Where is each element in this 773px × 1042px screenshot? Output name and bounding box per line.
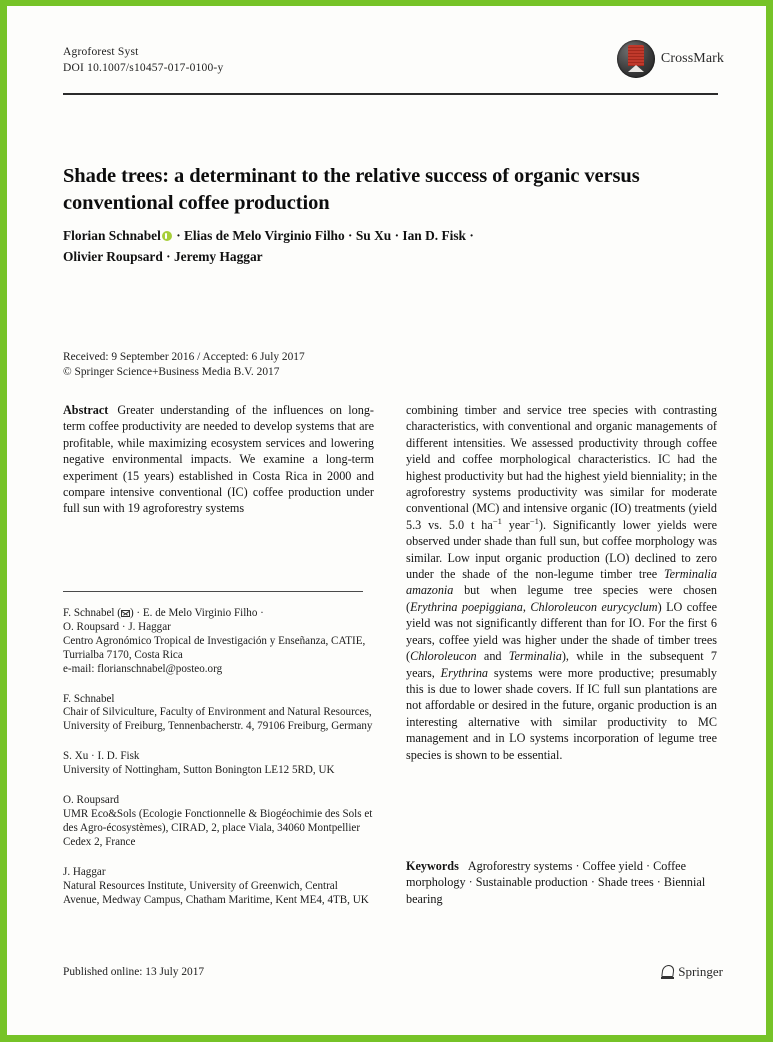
crossmark-badge[interactable]	[617, 40, 724, 78]
copyright-line: © Springer Science+Business Media B.V. 2017	[63, 365, 280, 378]
article-dates	[63, 350, 463, 379]
affil-email[interactable]: e-mail: florianschnabel@posteo.org	[63, 662, 223, 675]
abstract-right: combining timber and service tree species with contrasting characteristics, with conventional and organic managements of different intensities. We assessed productivity through coffee yield and coffee morphological characteristics. IC had the highest productivity but had the highest yield bienniality; in the agroforestry systems productivity was similar for moderate conventional (MC) and intensive organic (IO) treatments (yield 5.3 vs. 5.0 t $ha^{-1}$ year$^{-1}$). Significantly lower yields were observed under shade than full sun, but coffee morphology was similar. Low input organic production (LO) declined to zero under the shade of the non-legume timber tree Terminalia amazonia but when legume tree species were chosen (Erythrina poepiggiana, Chloroleucon eurycyclum) LO coffee yield was not significantly different than for IO. For the first 6 years, coffee yield was higher under the shade of timber trees (Chloroleucon and Terminalia), while in the subsequent 7 years, Erythrina systems were more productive; presumably this is due to lower shade covers. If IC full sun plantations are not affordable or desired in the future, organic production is an interesting alternative with similar productivity to MC management and in LO systems incorporation of legume tree species is shown to be essential.	[406, 403, 717, 762]
keywords-label: Keywords	[406, 859, 459, 873]
abstract-label: Abstract	[63, 403, 109, 417]
affil-authors: J. Haggar	[63, 865, 106, 878]
received-accepted: Received: 9 September 2016 / Accepted: 6 July 2017	[63, 351, 305, 363]
affil-address: University of Nottingham, Sutton Bonington LE12 5RD, UK	[63, 764, 335, 777]
crossmark-label: CrossMark	[660, 51, 724, 66]
orcid-id-icon[interactable]	[162, 231, 172, 241]
affil-authors: S. Xu · I. D. Fisk	[63, 750, 140, 763]
affil-authors-suffix: ) · E. de Melo Virginio Filho ·	[129, 607, 264, 619]
page-sheet	[7, 6, 766, 1035]
affiliation-divider	[63, 591, 363, 592]
envelope-icon	[121, 610, 130, 617]
abstract-left-text: Greater understanding of the influences on long-term coffee productivity are needed to develop systems that are profitable, while maximizing ecosystem services and lowering negative environmental impacts. We examine a long-term experiment (15 years) established in Costa Rica in 2000 and compare intensive conventional (IC) coffee production under full sun with 19 agroforestry systems	[63, 403, 374, 516]
published-online: Published online: 13 July 2017	[63, 966, 205, 978]
page-title: Shade trees: a determinant to the relative success of organic versus conventional coffee production	[63, 164, 640, 214]
author-line-1-rest: · Elias de Melo Virginio Filho · Su Xu · Ian D. Fisk ·	[172, 228, 474, 243]
affil-authors-prefix: F. Schnabel (	[63, 607, 121, 619]
journal-name: Agroforest Syst	[63, 46, 139, 58]
affil-address: Centro Agronómico Tropical de Investigación y Enseñanza, CATIE, Turrialba 7170, Costa Rica	[63, 634, 366, 661]
affiliation-item	[63, 607, 374, 677]
author-list	[63, 225, 593, 267]
affil-address: Natural Resources Institute, University of Greenwich, Central Avenue, Medway Campus, Chatham Maritime, Kent ME4, 4TB, UK	[63, 879, 369, 906]
author-primary: Florian Schnabel	[63, 228, 161, 243]
abstract-left	[63, 402, 374, 517]
journal-doi: DOI 10.1007/s10457-017-0100-y	[63, 62, 224, 74]
keywords-text: Agroforestry systems · Coffee yield · Coffee morphology · Sustainable production · Shade trees · Biennial bearing	[406, 859, 706, 906]
column-right	[406, 402, 717, 763]
affil-address: UMR Eco&Sols (Ecologie Fonctionnelle & Biogéochimie des Sols et des Agro-écosystèmes), CIRAD, 2, place Viala, 34060 Montpellier Cedex 2, France	[63, 807, 373, 848]
affiliation-item	[63, 866, 374, 908]
affiliation-item	[63, 794, 374, 850]
affiliation-item	[63, 693, 374, 735]
affiliation-list	[63, 607, 374, 907]
affil-authors: O. Roupsard	[63, 794, 120, 807]
column-left	[63, 402, 374, 906]
affil-authors-line-2: O. Roupsard · J. Haggar	[63, 620, 171, 633]
crossmark-icon	[617, 40, 655, 78]
publisher-name: Springer	[678, 964, 723, 979]
affiliation-item	[63, 750, 374, 778]
affil-address: Chair of Silviculture, Faculty of Environment and Natural Resources, University of Freiburg, Tennenbacherstr. 4, 79106 Freiburg, Germany	[63, 706, 373, 733]
springer-knight-icon	[661, 965, 674, 980]
page-content	[63, 6, 725, 1035]
header-divider	[63, 93, 718, 95]
springer-logo	[661, 964, 723, 980]
keywords-section	[406, 858, 717, 907]
affil-authors: F. Schnabel	[63, 692, 115, 705]
author-line-2: Olivier Roupsard · Jeremy Haggar	[63, 249, 263, 264]
